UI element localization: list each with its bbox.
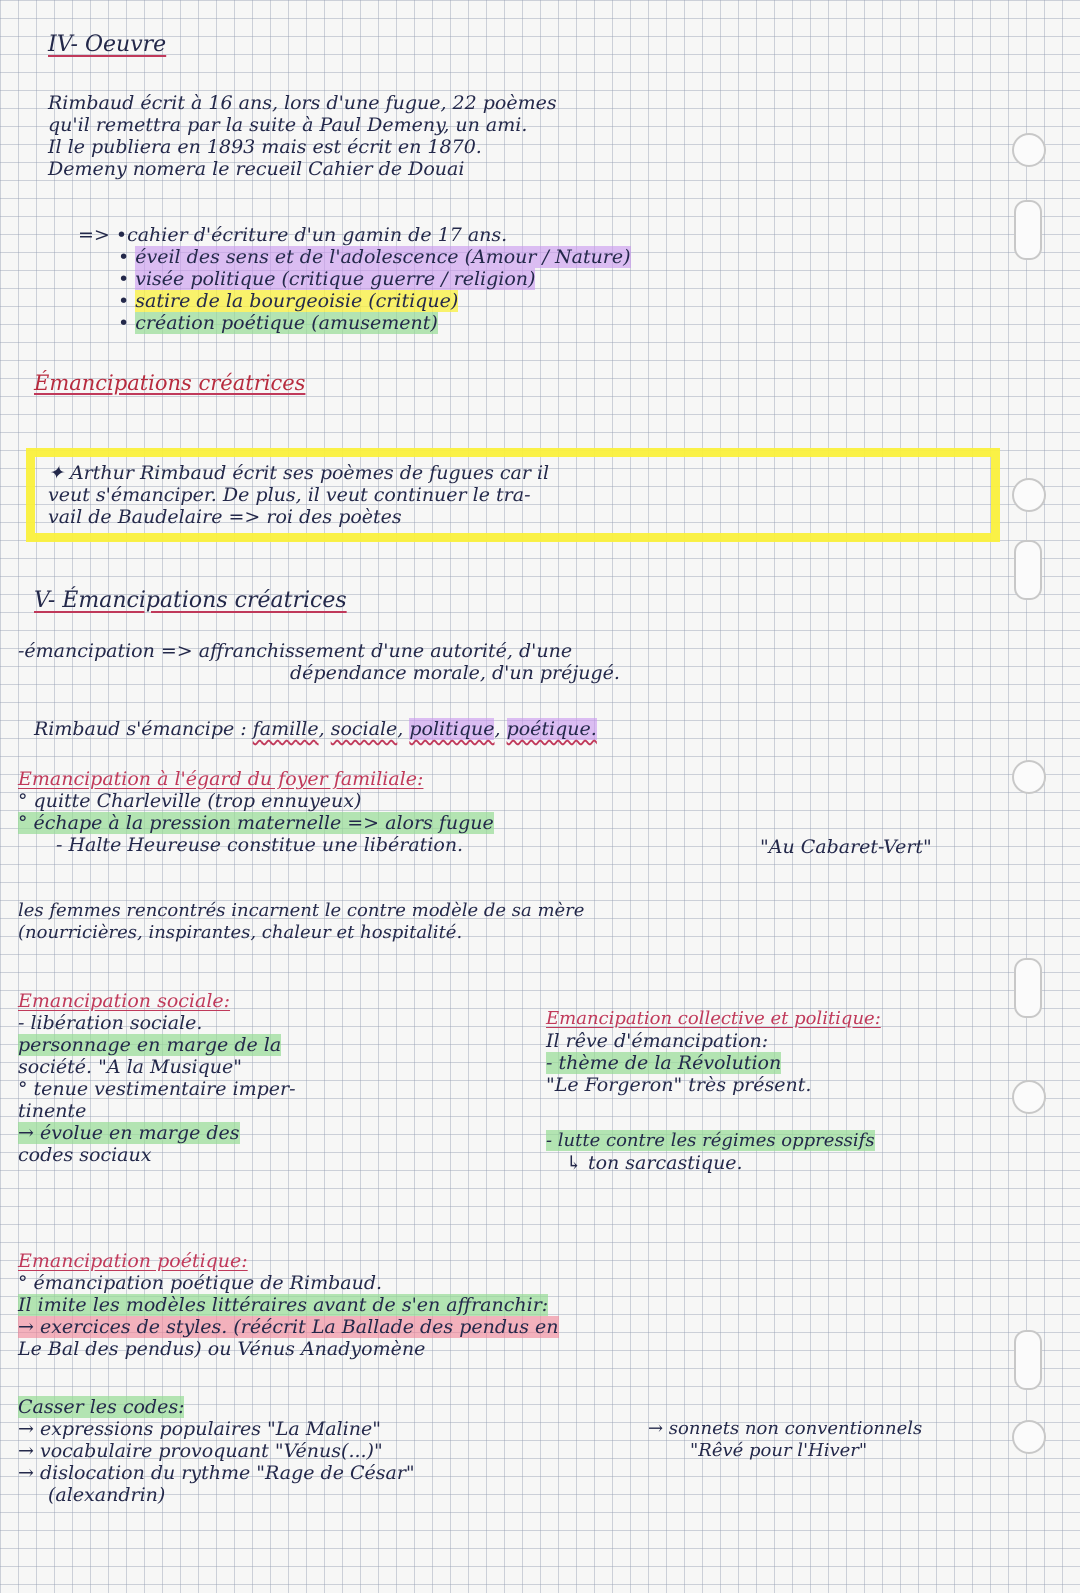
- bullet-item: • création poétique (amusement): [118, 312, 438, 334]
- poetic-line: Le Bal des pendus) ou Vénus Anadyomène: [18, 1338, 426, 1360]
- section-title-oeuvre: IV- Oeuvre: [48, 32, 167, 57]
- social-line: [18, 1122, 240, 1144]
- political-text: - thème de la Révolution: [546, 1052, 782, 1074]
- types-line: Rimbaud s'émancipe : famille, sociale, politique, poétique.: [34, 718, 597, 740]
- type-politique: politique: [409, 718, 495, 740]
- codes-title-text: Casser les codes:: [18, 1396, 185, 1418]
- definition-line: -émancipation => affranchissement d'une autorité, d'une: [18, 640, 573, 662]
- text-line: Il le publiera en 1893 mais est écrit en 1870.: [48, 136, 482, 158]
- binder-hole: [1012, 478, 1046, 512]
- poetic-line: [18, 1316, 559, 1338]
- definition-line: dépendance morale, d'un préjugé.: [290, 662, 620, 684]
- binder-hole: [1014, 958, 1042, 1018]
- poetic-text: Il imite les modèles littéraires avant de s'en affranchir:: [18, 1294, 549, 1316]
- political-line: [546, 1052, 781, 1074]
- women-line: [18, 900, 584, 922]
- women-line: (nourricières, inspirantes, chaleur et hospitalité.: [18, 922, 463, 943]
- familial-line: ° quitte Charleville (trop ennuyeux): [18, 790, 362, 812]
- binder-hole: [1012, 1080, 1046, 1114]
- text-line: Demeny nomera le recueil Cahier de Douai: [48, 158, 465, 180]
- social-text: → évolue en marge des: [18, 1122, 240, 1144]
- box-line: vail de Baudelaire => roi des poètes: [48, 506, 402, 528]
- political-line: Il rêve d'émancipation:: [546, 1030, 769, 1052]
- section-title-emancipations: V- Émancipations créatrices: [34, 588, 347, 613]
- familial-text: ° échape à la pression maternelle => alors fugue: [18, 812, 494, 834]
- codes-line: → expressions populaires "La Maline": [18, 1418, 381, 1440]
- social-line: ° tenue vestimentaire imper-: [18, 1078, 296, 1100]
- familial-line: [18, 812, 494, 834]
- poetic-text: → exercices de styles. (réécrit La Ballade des pendus en: [18, 1316, 559, 1338]
- text-line: qu'il remettra par la suite à Paul Demeny, un ami.: [48, 114, 528, 136]
- political-line: [546, 1130, 875, 1152]
- binder-hole: [1012, 760, 1046, 794]
- political-line: "Le Forgeron" très présent.: [546, 1074, 812, 1096]
- binder-hole: [1012, 1420, 1046, 1454]
- social-line: [18, 1034, 281, 1056]
- type-sociale: sociale: [330, 718, 398, 740]
- type-famille: famille: [252, 718, 319, 740]
- familial-text: - Halte Heureuse constitue une libération.: [56, 834, 464, 856]
- familial-quote: "Au Cabaret-Vert": [760, 836, 932, 858]
- codes-title: [18, 1396, 184, 1418]
- codes-line: (alexandrin): [48, 1484, 166, 1506]
- bullet-text: éveil des sens et de l'adolescence (Amour / Nature): [135, 246, 631, 268]
- poetic-title: Emancipation poétique:: [18, 1250, 248, 1272]
- section-link-emancipations: Émancipations créatrices: [34, 371, 306, 395]
- social-line: codes sociaux: [18, 1144, 152, 1166]
- box-line: veut s'émanciper. De plus, il veut continuer le tra-: [48, 484, 531, 506]
- social-title: Emancipation sociale:: [18, 990, 231, 1012]
- codes-line: → dislocation du rythme "Rage de César": [18, 1462, 415, 1484]
- political-text: - lutte contre les régimes oppressifs: [546, 1130, 875, 1151]
- women-text: les femmes rencontrés incarnent le contre modèle de sa mère: [18, 900, 585, 921]
- intro-line: => •cahier d'écriture d'un gamin de 17 ans.: [78, 224, 508, 246]
- text-line: Rimbaud écrit à 16 ans, lors d'une fugue, 22 poèmes: [48, 92, 557, 114]
- codes-line: → vocabulaire provoquant "Vénus(...)": [18, 1440, 383, 1462]
- bullet-text: satire de la bourgeoisie (critique): [135, 290, 459, 312]
- bullet-text: création poétique (amusement): [135, 312, 438, 334]
- box-line: ✦ Arthur Rimbaud écrit ses poèmes de fugues car il: [48, 462, 550, 484]
- binder-hole: [1014, 1330, 1042, 1390]
- bullet-item: • éveil des sens et de l'adolescence (Amour / Nature): [118, 246, 631, 268]
- types-prefix: Rimbaud s'émancipe :: [34, 718, 247, 740]
- political-line: ↳ ton sarcastique.: [566, 1152, 743, 1174]
- bullet-text: visée politique (critique guerre / religion): [135, 268, 536, 290]
- familial-title: Emancipation à l'égard du foyer familiale:: [18, 768, 424, 790]
- binder-hole: [1014, 200, 1042, 260]
- familial-line: [56, 834, 463, 856]
- social-line: tinente: [18, 1100, 87, 1122]
- poetic-line: ° émancipation poétique de Rimbaud.: [18, 1272, 383, 1294]
- social-text: personnage en marge de la: [18, 1034, 282, 1056]
- poetic-line: [18, 1294, 548, 1316]
- political-title: Emancipation collective et politique:: [546, 1008, 881, 1029]
- bullet-item: • visée politique (critique guerre / religion): [118, 268, 536, 290]
- side-note: "Rêvé pour l'Hiver": [690, 1440, 868, 1461]
- social-line: - libération sociale.: [18, 1012, 203, 1034]
- bullet-item: • satire de la bourgeoisie (critique): [118, 290, 459, 312]
- binder-hole: [1014, 540, 1042, 600]
- type-poetique: poétique.: [506, 718, 597, 740]
- side-note: → sonnets non conventionnels: [648, 1418, 923, 1439]
- binder-hole: [1012, 133, 1046, 167]
- social-line: société. "A la Musique": [18, 1056, 242, 1078]
